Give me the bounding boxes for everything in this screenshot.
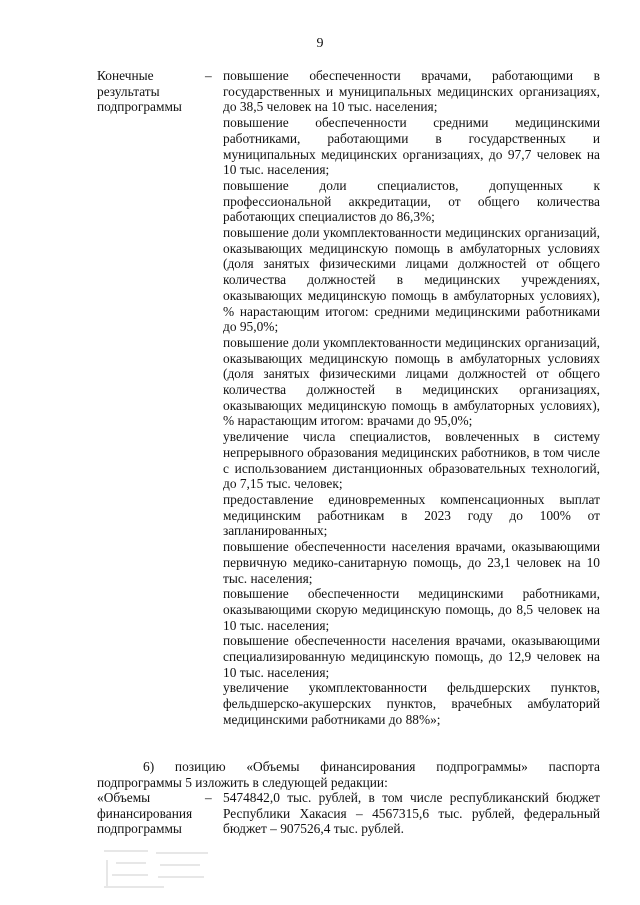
financing-dash: – [205,790,212,805]
result-item: повышение обеспеченности населения врачами, оказывающими специализированную медицинскую помощь, до 12,9 человек на 10 тыс. населения; [223,633,600,680]
results-dash: – [205,68,212,83]
result-item: повышение обеспеченности врачами, работающими в государственных и муниципальных медицинских организациях, до 38,5 человек на 10 тыс. населения; [223,68,600,115]
result-item: повышение обеспеченности медицинскими работниками, оказывающими скорую медицинскую помощь, до 8,5 человек на 10 тыс. населения; [223,586,600,633]
results-label: Конечные результаты подпрограммы [97,68,182,115]
financing-section [97,790,600,837]
subprogram-results-section [97,68,600,728]
financing-label: «Объемы финансирования подпрограммы [97,790,193,837]
page-number: 9 [316,36,324,51]
result-item: повышение доли укомплектованности медицинских организаций, оказывающих медицинскую помощь в амбулаторных условиях (доля занятых физическими лицами должностей от общего количества должностей в медицинских организациях, оказывающих медицинскую помощь в амбулаторных условиях), % нарастающим итогом: врачами до 95,0%; [223,334,600,429]
result-item: повышение обеспеченности средними медицинскими работниками, работающими в государственных и муниципальных медицинских организациях, до 97,7 человек на 10 тыс. населения; [223,115,600,178]
results-list [223,68,600,728]
result-item: увеличение укомплектованности фельдшерских пунктов, фельдшерско-акушерских пунктов, врачебных амбулаторий медицинскими работниками до 88%»; [223,680,600,727]
result-item: повышение доли специалистов, допущенных к профессиональной аккредитации, от общего количества работающих специалистов до 86,3%; [223,177,600,225]
result-item: повышение доли укомплектованности медицинских организаций, оказывающих медицинскую помощь в амбулаторных условиях (доля занятых физическими лицами должностей от общего количества должностей в медицинских учреждениях, оказывающих медицинскую помощь в амбулаторных условиях), % нарастающим итогом: средними медицинскими работниками до 95,0%; [223,225,600,335]
faded-stamp-mark [100,846,220,894]
result-item: увеличение числа специалистов, вовлеченных в систему непрерывного образования медицинских работников, в том числе с использованием дистанционных образовательных технологий, до 7,15 тыс. человек; [223,429,600,492]
result-item: повышение обеспеченности населения врачами, оказывающими первичную медико-санитарную помощь, до 23,1 человек на 10 тыс. населения; [223,539,600,586]
financing-text: 5474842,0 тыс. рублей, в том числе республиканский бюджет Республики Хакасия – 4567315,6 тыс. рублей, федеральный бюджет – 907526,4 тыс. рублей. [223,790,600,837]
amendment-instruction: 6) позицию «Объемы финансирования подпрограммы» паспорта подпрограммы 5 изложить в следующей редакции: [97,759,600,790]
result-item: предоставление единовременных компенсационных выплат медицинским работникам в 2023 году до 100% от запланированных; [223,491,600,539]
